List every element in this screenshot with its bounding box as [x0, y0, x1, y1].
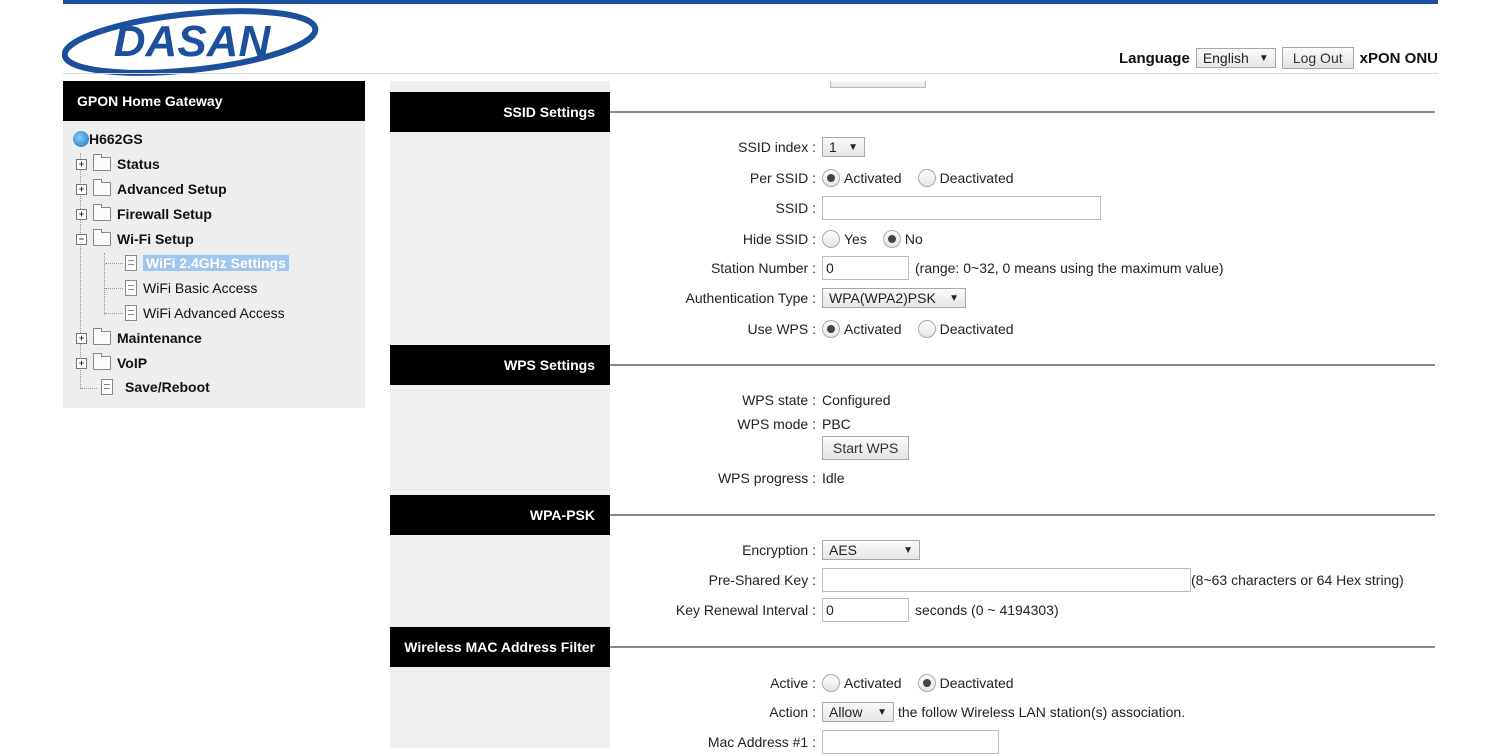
expand-icon[interactable]: + [76, 358, 87, 369]
start-wps-button[interactable]: Start WPS [822, 436, 909, 460]
key-renewal-hint: seconds (0 ~ 4194303) [915, 602, 1059, 618]
use-wps-deactivated-radio[interactable] [918, 320, 936, 338]
page-icon [125, 255, 137, 271]
key-renewal-label: Key Renewal Interval : [675, 602, 816, 618]
sidebar-item-status[interactable] [76, 156, 160, 172]
radio-label: No [904, 231, 923, 247]
ssid-index-value: 1 [829, 139, 837, 155]
auth-type-value: WPA(WPA2)PSK [829, 290, 936, 306]
station-number-hint: (range: 0~32, 0 means using the maximum value) [915, 260, 1224, 276]
tree-root-label: H662GS [89, 131, 143, 147]
sidebar-item-wifi-basic-access[interactable] [125, 280, 257, 296]
wps-state-label: WPS state : [742, 392, 816, 408]
globe-icon [73, 131, 89, 147]
chevron-down-icon: ▼ [848, 141, 858, 153]
pre-shared-key-row [390, 567, 1440, 593]
mac-address-1-row [390, 729, 1440, 755]
section-rule [610, 364, 1435, 366]
wps-state-value: Configured [822, 392, 891, 408]
pre-shared-key-input[interactable] [822, 568, 1191, 592]
radio-label: Activated [844, 321, 902, 337]
use-wps-label: Use WPS : [747, 321, 816, 337]
header-divider [63, 73, 1438, 74]
encryption-value: AES [829, 542, 858, 558]
tree-line [105, 313, 123, 314]
hide-ssid-yes-radio[interactable] [822, 230, 840, 248]
radio-label: Yes [844, 231, 867, 247]
wps-progress-value: Idle [822, 470, 845, 486]
chevron-down-icon: ▼ [949, 292, 959, 304]
radio-label: Deactivated [939, 321, 1014, 337]
wps-mode-label: WPS mode : [737, 416, 816, 432]
encryption-select[interactable] [822, 540, 920, 560]
section-rule [610, 514, 1435, 516]
per-ssid-label: Per SSID : [749, 170, 816, 186]
per-ssid-deactivated-radio[interactable] [918, 169, 936, 187]
auth-type-select[interactable] [822, 288, 966, 308]
folder-icon [93, 182, 111, 196]
expand-icon[interactable]: + [76, 184, 87, 195]
chevron-down-icon: ▼ [877, 706, 887, 718]
radio-label: Deactivated [939, 675, 1014, 691]
sidebar-item-label: Wi-Fi Setup [117, 231, 194, 247]
use-wps-row [390, 316, 1440, 342]
wps-settings-header: WPS Settings [390, 345, 610, 385]
wpa-psk-header: WPA-PSK [390, 495, 610, 535]
language-value: English [1202, 50, 1249, 66]
radio-label: Deactivated [939, 170, 1014, 186]
wps-progress-row [390, 465, 1440, 491]
key-renewal-row [390, 597, 1440, 623]
expand-icon[interactable]: + [76, 159, 87, 170]
sidebar-item-wifi-setup[interactable] [76, 231, 194, 247]
sidebar-item-maintenance[interactable] [76, 330, 202, 346]
folder-icon [93, 356, 111, 370]
tree-line [81, 388, 97, 389]
ssid-index-row [390, 134, 1440, 160]
sidebar-item-firewall-setup[interactable] [76, 206, 212, 222]
sidebar-item-label: WiFi Basic Access [143, 280, 258, 296]
pre-shared-key-hint: (8~63 characters or 64 Hex string) [1191, 572, 1404, 588]
main-content [390, 81, 1440, 748]
header-controls [1119, 47, 1438, 69]
mac-action-row [390, 699, 1440, 725]
logout-button[interactable]: Log Out [1282, 47, 1354, 69]
mac-address-1-input[interactable] [822, 730, 999, 754]
wps-start-row [390, 435, 1440, 461]
mac-action-label: Action : [769, 704, 816, 720]
language-label: Language [1118, 49, 1190, 67]
language-select[interactable] [1196, 48, 1276, 68]
mac-action-hint: the follow Wireless LAN station(s) association. [898, 704, 1186, 720]
wps-mode-value: PBC [822, 416, 851, 432]
folder-icon [93, 157, 111, 171]
per-ssid-row [390, 165, 1440, 191]
sidebar [63, 81, 365, 408]
folder-icon [93, 207, 111, 221]
ssid-row [390, 195, 1440, 221]
sidebar-item-label: WiFi Advanced Access [143, 305, 285, 321]
mac-filter-header: Wireless MAC Address Filter [390, 627, 610, 667]
mac-active-deactivated-radio[interactable] [918, 674, 936, 692]
hide-ssid-no-radio[interactable] [883, 230, 901, 248]
sidebar-item-voip[interactable] [76, 355, 147, 371]
sidebar-item-label: Advanced Setup [117, 181, 227, 197]
mac-action-select[interactable] [822, 702, 894, 722]
ssid-index-label: SSID index : [738, 139, 816, 155]
tree-line [105, 288, 123, 289]
chevron-down-icon: ▼ [903, 544, 913, 556]
radio-label: Activated [844, 170, 902, 186]
tree-line [105, 263, 123, 264]
encryption-row [390, 537, 1440, 563]
chevron-down-icon: ▼ [1258, 52, 1269, 64]
mac-active-row [390, 670, 1440, 696]
logo-text: DASAN [113, 17, 271, 66]
section-rule [610, 111, 1435, 113]
pre-shared-key-label: Pre-Shared Key : [708, 572, 816, 588]
sidebar-item-label: Maintenance [117, 330, 202, 346]
sidebar-item-label: VoIP [117, 355, 148, 371]
page-icon [101, 379, 113, 395]
mac-action-value: Allow [829, 704, 863, 720]
expand-icon[interactable]: + [76, 209, 87, 220]
sidebar-item-label: Status [117, 156, 160, 172]
auth-type-row [390, 285, 1440, 311]
wps-state-row [390, 387, 1440, 413]
ssid-settings-header: SSID Settings [390, 92, 610, 132]
mac-active-activated-radio[interactable] [822, 674, 840, 692]
folder-icon [93, 331, 111, 345]
page-icon [125, 305, 137, 321]
hide-ssid-label: Hide SSID : [742, 231, 816, 247]
ssid-input[interactable] [822, 196, 1101, 220]
tree-root[interactable] [73, 131, 143, 147]
use-wps-activated-radio[interactable] [822, 320, 840, 338]
mac-address-1-label: Mac Address #1 : [707, 734, 816, 750]
auth-type-label: Authentication Type : [685, 290, 816, 306]
sidebar-item-label: Save/Reboot [125, 379, 210, 395]
sidebar-title: GPON Home Gateway [63, 81, 365, 121]
wps-mode-row [390, 411, 1440, 437]
expand-icon[interactable]: + [76, 333, 87, 344]
station-number-input[interactable] [822, 256, 909, 280]
sidebar-item-label: Firewall Setup [117, 206, 212, 222]
ssid-label: SSID : [775, 200, 816, 216]
sidebar-item-label: WiFi 2.4GHz Settings [143, 255, 289, 271]
dasan-logo [62, 6, 324, 76]
ssid-index-select[interactable] [822, 137, 865, 157]
station-number-label: Station Number : [710, 260, 816, 276]
sidebar-item-advanced-setup[interactable] [76, 181, 227, 197]
folder-open-icon [93, 232, 111, 246]
key-renewal-input[interactable] [822, 598, 909, 622]
section-rule [610, 646, 1435, 648]
sidebar-item-wifi-advanced-access[interactable] [125, 305, 285, 321]
product-label: xPON ONU [1359, 49, 1438, 67]
top-accent-bar [63, 0, 1438, 4]
page-icon [125, 280, 137, 296]
sidebar-item-save-reboot[interactable] [101, 379, 210, 395]
mac-active-label: Active : [770, 675, 816, 691]
per-ssid-activated-radio[interactable] [822, 169, 840, 187]
encryption-label: Encryption : [742, 542, 816, 558]
sidebar-item-wifi-2-4ghz-settings[interactable] [125, 255, 289, 271]
collapse-icon[interactable]: − [76, 234, 87, 245]
radio-label: Activated [844, 675, 902, 691]
apply-button-remnant[interactable] [830, 81, 926, 88]
station-number-row [390, 255, 1440, 281]
wps-progress-label: WPS progress : [717, 470, 816, 486]
hide-ssid-row [390, 226, 1440, 252]
